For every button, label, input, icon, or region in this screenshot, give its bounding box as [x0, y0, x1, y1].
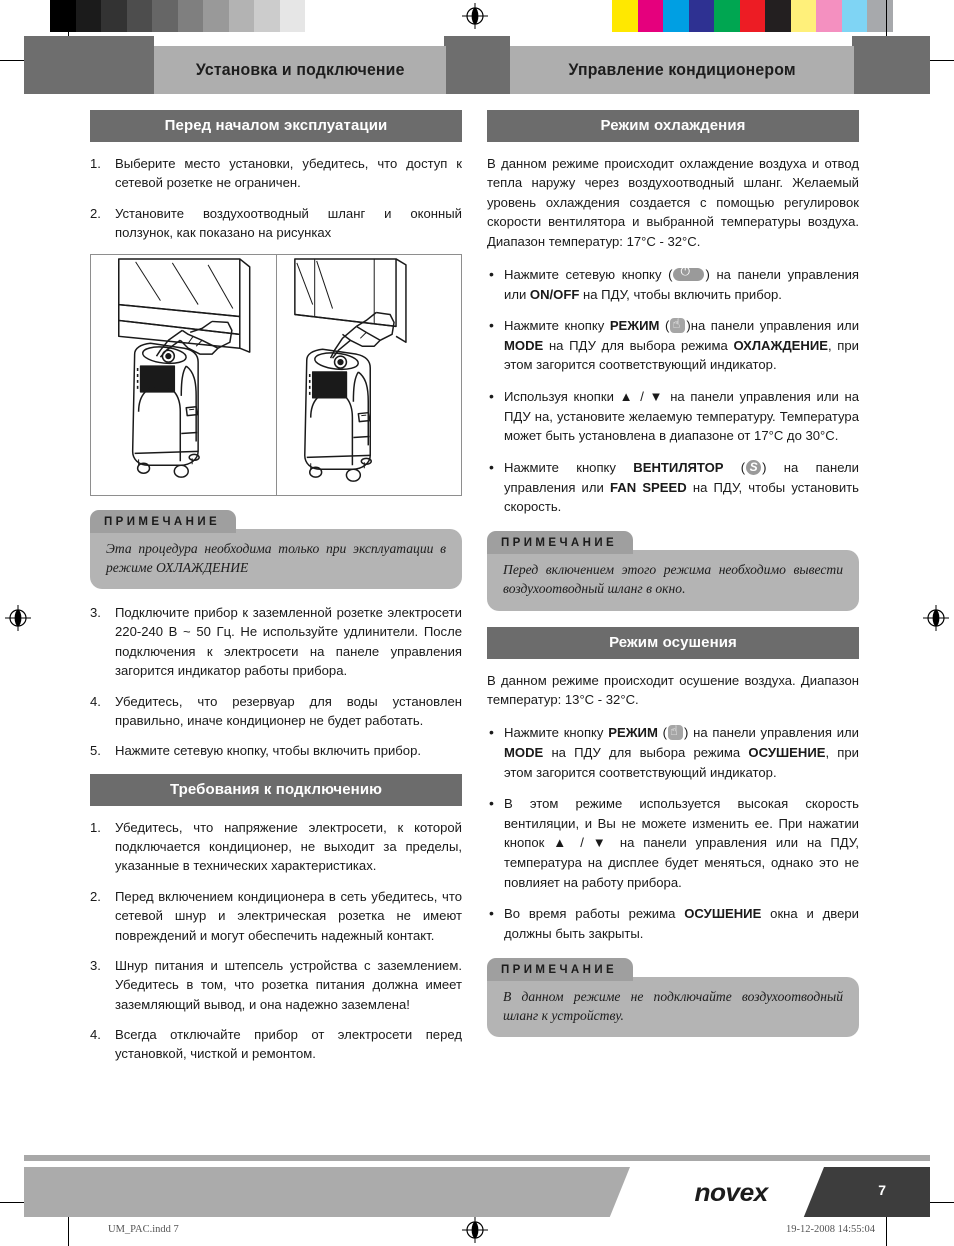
bullet-text-segment: Нажмите сетевую кнопку ( [504, 266, 673, 282]
list-text: Перед включением кондиционера в сеть убедитесь, что сетевой шнур и электрическая розетка не имеют повреждений и могут обеспечить надежный контакт. [115, 888, 462, 943]
list-item [487, 265, 859, 304]
header-dark-left [24, 36, 154, 94]
bullet-text-segment: на ПДУ для выбора режима [543, 337, 734, 353]
crop-guide-right [886, 0, 887, 36]
footer-dark-block [802, 1167, 930, 1217]
ac-unit-horizontal-illustration [277, 255, 462, 495]
fan-icon [746, 460, 761, 475]
header-band-left [154, 46, 446, 94]
registration-mark-left [5, 605, 31, 631]
footer-band [24, 1167, 930, 1217]
color-calibration-strip [612, 0, 893, 32]
bullet-bold-segment: ОСУШЕНИЕ [748, 744, 826, 760]
bullet-dot: • [489, 265, 494, 282]
grey-swatch-0 [50, 0, 76, 32]
color-swatch-0 [612, 0, 638, 32]
registration-mark-right [923, 605, 949, 631]
header-title-right: Управление кондиционером [568, 60, 796, 79]
bullet-dot: • [489, 724, 494, 741]
bullet-bold-segment: ОХЛАЖДЕНИЕ [733, 337, 828, 353]
section-title-cooling-mode: Режим охлаждения [487, 110, 859, 142]
bullet-dot: • [489, 795, 494, 812]
bullet-text-segment: Во время работы режима [504, 906, 685, 922]
list-item: • Нажмите кнопку ВЕНТИЛЯТОР ( S ) на панели управления или FAN SPEED на ПДУ, чтобы установить скорость. [487, 458, 859, 517]
bullet-dot: • [489, 459, 494, 475]
list-item [90, 692, 462, 731]
figure-panel-vertical-window [91, 255, 276, 495]
list-item [90, 956, 462, 1014]
bullet-bold-segment: РЕЖИМ [608, 725, 658, 741]
footer-grey-block [24, 1167, 696, 1217]
section-title-dehumidify-mode: Режим осушения [487, 627, 859, 659]
crop-guide-left [68, 0, 69, 36]
grey-swatch-10 [305, 0, 331, 32]
note-label: ПРИМЕЧАНИЕ [90, 510, 236, 533]
note-callout-hose-window [487, 531, 859, 611]
bullet-text-segment: , при этом загорится соответствующий индикатор. [504, 744, 859, 780]
bullet-bold-segment: MODE [504, 744, 544, 760]
footer-dark-diagonal-cut [760, 1167, 824, 1217]
note-text: Эта процедура необходима только при эксплуатации в режиме ОХЛАЖДЕНИЕ [90, 529, 462, 590]
mode-icon [670, 318, 685, 333]
grey-swatch-9 [280, 0, 306, 32]
note-label: ПРИМЕЧАНИЕ [487, 531, 633, 554]
cooling-mode-intro: В данном режиме происходит охлаждение воздуха и отвод тепла наружу через воздухоотводный шланг. Желаемый уровень охлаждения создается с помощью регулировок скорости вентилятора и выбранной температуры воздуха. Диапазон температур: 17°C - 32°C. [487, 156, 859, 249]
header-dark-right [852, 36, 930, 94]
color-swatch-2 [663, 0, 689, 32]
header-title-left: Установка и подключение [195, 60, 405, 79]
cooling-mode-bullets [487, 265, 859, 517]
list-text: Подключите прибор к заземленной розетке электросети 220-240 В ~ 50 Гц. Не используйте удлинители. После подключения к электросети на панеле управления загорится индикатор работы прибора. [115, 605, 462, 679]
list-text: Установите воздухоотводный шланг и оконный ползунок, как показано на рисунках [115, 205, 462, 241]
bullet-bold-segment: ON/OFF [529, 286, 580, 302]
color-swatch-8 [816, 0, 842, 32]
bullet-bold-segment: MODE [504, 337, 544, 353]
grey-swatch-3 [127, 0, 153, 32]
ac-unit-vertical-illustration [91, 255, 276, 495]
list-text: Выберите место установки, убедитесь, что доступ к сетевой розетке не ограничен. [115, 156, 462, 191]
registration-mark-top [462, 3, 488, 29]
bullet-dot: • [489, 388, 494, 405]
list-text: Убедитесь, что напряжение электросети, к которой подключается кондиционер, не выходит за пределы, указанные в технических характеристиках. [115, 819, 462, 874]
dehumidify-mode-bullets [487, 723, 859, 943]
page-header [24, 36, 930, 94]
color-swatch-3 [689, 0, 715, 32]
list-marker: 1. [90, 819, 101, 835]
list-item [487, 387, 859, 446]
header-dark-mid [444, 36, 510, 94]
list-item [90, 603, 462, 681]
footer-rule [24, 1155, 930, 1161]
list-item [90, 204, 462, 243]
note-text: В данном режиме не подключайте воздухоотводный шланг к устройству. [487, 977, 859, 1038]
list-text: Всегда отключайте прибор от электросети перед установкой, чисткой и ремонтом. [115, 1027, 462, 1062]
list-item [90, 818, 462, 876]
grey-swatch-1 [76, 0, 102, 32]
list-item [90, 154, 462, 193]
list-item: • Нажмите кнопку РЕЖИМ ( ☝ ) на панели управления или MODE на ПДУ для выбора режима ОСУШЕНИЕ, при этом загорится соответствующий индикатор. [487, 723, 859, 782]
list-connection-requirements [90, 818, 462, 1064]
grayscale-calibration-strip [50, 0, 331, 32]
bullet-dot: • [489, 905, 494, 922]
list-before-use [90, 154, 462, 243]
bullet-text-segment: , при этом загорится соответствующий индикатор. [504, 337, 859, 373]
bullet-text-segment: )на панели управления или [686, 318, 860, 334]
print-file-label: UM_PAC.indd 7 [108, 1224, 179, 1235]
grey-swatch-6 [203, 0, 229, 32]
list-text: Нажмите сетевую кнопку, чтобы включить прибор. [115, 743, 421, 759]
color-swatch-7 [791, 0, 817, 32]
list-text: Убедитесь, что резервуар для воды установлен правильно, иначе кондиционер не будет работать. [115, 693, 462, 728]
bullet-text-segment: В этом режиме используется высокая скорость вентиляции, и Вы не можете изменить ее. При нажатии кнопок ▲ / ▼ на панели управления или на ПДУ, температура на дисплее будет меняться, однако это не повлияет на работу прибора. [504, 796, 859, 890]
section-title-before-use: Перед началом эксплуатации [90, 110, 462, 142]
bullet-text-segment: ) на панели управления или [504, 266, 859, 302]
bullet-text-segment: Нажмите кнопку [504, 725, 609, 741]
list-item: • Нажмите кнопку РЕЖИМ ( ☝ )на панели управления или MODE на ПДУ для выбора режима ОХЛАЖДЕНИЕ, при этом загорится соответствующий индикатор. [487, 316, 859, 375]
left-column [90, 110, 462, 1075]
bullet-text-segment: на ПДУ для выбора режима [543, 744, 749, 760]
print-timestamp: 19-12-2008 14:55:04 [786, 1224, 875, 1235]
right-column [487, 110, 859, 1053]
bullet-bold-segment: FAN SPEED [609, 479, 687, 495]
list-item [90, 887, 462, 945]
grey-swatch-7 [229, 0, 255, 32]
color-swatch-6 [765, 0, 791, 32]
color-swatch-5 [740, 0, 766, 32]
section-title-connection-requirements: Требования к подключению [90, 774, 462, 806]
bullet-text-segment: окна и двери должны быть закрыты. [504, 906, 859, 942]
brand-logo: novex [694, 1179, 768, 1207]
list-marker: 1. [90, 156, 101, 171]
bullet-text-segment: на ПДУ, чтобы включить прибор. [579, 286, 782, 302]
bullet-bold-segment: ОСУШЕНИЕ [684, 906, 762, 922]
list-marker: 4. [90, 1027, 101, 1043]
grey-swatch-4 [152, 0, 178, 32]
note-callout-no-hose [487, 958, 859, 1038]
header-band-right [510, 46, 854, 94]
list-marker: 4. [90, 693, 101, 709]
list-item [90, 741, 462, 760]
color-swatch-10 [867, 0, 893, 32]
list-marker: 2. [90, 888, 101, 904]
list-text: Шнур питания и штепсель устройства с заземлением. Убедитесь в том, что розетка питания должна имеет заземляющий вывод, и она надежно заземлена! [115, 957, 462, 1012]
color-swatch-9 [842, 0, 868, 32]
color-swatch-4 [714, 0, 740, 32]
power-icon [673, 268, 704, 281]
list-item [90, 1025, 462, 1064]
mode-icon [668, 725, 683, 740]
list-marker: 3. [90, 957, 101, 973]
dehumidify-mode-intro: В данном режиме происходит осушение воздуха. Диапазон температур: 13°C - 32°C. [487, 672, 859, 707]
grey-swatch-2 [101, 0, 127, 32]
color-swatch-1 [638, 0, 664, 32]
list-item [487, 794, 859, 892]
list-before-use-cont [90, 603, 462, 761]
list-item [487, 904, 859, 943]
bullet-text-segment: Нажмите кнопку [504, 460, 634, 475]
registration-mark-bottom [462, 1217, 488, 1243]
list-marker: 2. [90, 205, 101, 221]
installation-figure [90, 254, 462, 496]
grey-swatch-8 [254, 0, 280, 32]
bullet-bold-segment: ВЕНТИЛЯТОР [633, 460, 724, 475]
note-text: Перед включением этого режима необходимо вывести воздухоотводный шланг в окно. [487, 550, 859, 611]
page-number: 7 [878, 1182, 886, 1198]
bullet-text-segment: Используя кнопки ▲ / ▼ на панели управления или на ПДУ на, установите желаемую температуру. Температура может быть установлена в диапазоне от 17°C до 30°C. [504, 389, 859, 444]
list-marker: 5. [90, 743, 101, 759]
bullet-text-segment: ) на панели управления или [504, 460, 859, 495]
figure-panel-horizontal-window [277, 255, 462, 495]
bullet-text-segment: Нажмите кнопку [504, 318, 610, 334]
bullet-text-segment: на ПДУ, чтобы установить скорость. [504, 479, 859, 515]
bullet-text-segment: ) на панели управления или [683, 725, 859, 741]
grey-swatch-5 [178, 0, 204, 32]
list-marker: 3. [90, 605, 101, 621]
note-callout-cooling-mode [90, 510, 462, 590]
note-label: ПРИМЕЧАНИЕ [487, 958, 633, 981]
bullet-bold-segment: РЕЖИМ [609, 318, 660, 334]
bullet-dot: • [489, 317, 494, 334]
